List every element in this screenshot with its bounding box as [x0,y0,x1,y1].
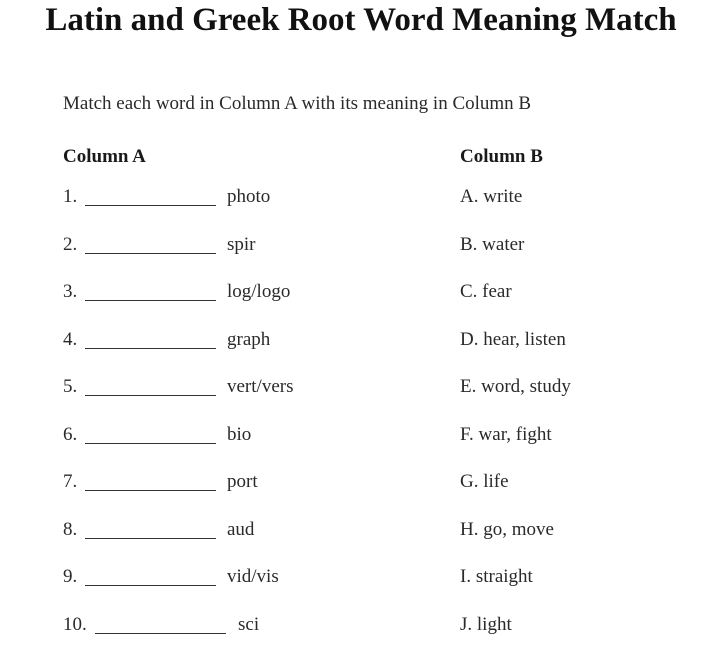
item-number: 8. [63,519,78,540]
item-number: 9. [63,566,78,587]
instructions: Match each word in Column A with its meaning in Column B [63,93,532,114]
root-word: photo [227,186,271,207]
item-number: 4. [63,329,78,350]
root-word: graph [227,329,271,350]
answer-blank[interactable] [85,443,216,444]
match-row [0,424,722,454]
answer-blank[interactable] [95,633,226,634]
meaning: E. word, study [460,376,571,397]
root-word: port [227,471,258,492]
answer-blank[interactable] [85,490,216,491]
root-word: spir [227,234,256,255]
answer-blank[interactable] [85,585,216,586]
match-row [0,519,722,549]
match-row [0,566,722,596]
answer-blank[interactable] [85,253,216,254]
match-row [0,186,722,216]
meaning: G. life [460,471,509,492]
meaning: C. fear [460,281,512,302]
column-b-header: Column B [460,146,543,167]
match-row [0,614,722,644]
item-number: 2. [63,234,78,255]
meaning: H. go, move [460,519,554,540]
page-title: Latin and Greek Root Word Meaning Match [45,2,677,38]
root-word: sci [238,614,260,635]
column-a-header: Column A [63,146,146,167]
meaning: B. water [460,234,525,255]
root-word: aud [227,519,255,540]
answer-blank[interactable] [85,348,216,349]
item-number: 7. [63,471,78,492]
item-number: 6. [63,424,78,445]
meaning: D. hear, listen [460,329,566,350]
meaning: F. war, fight [460,424,552,445]
root-word: vid/vis [227,566,279,587]
match-row [0,329,722,359]
match-row [0,281,722,311]
match-row [0,234,722,264]
answer-blank[interactable] [85,395,216,396]
answer-blank[interactable] [85,300,216,301]
root-word: log/logo [227,281,291,302]
item-number: 3. [63,281,78,302]
meaning: A. write [460,186,523,207]
meaning: J. light [460,614,512,635]
match-row [0,376,722,406]
answer-blank[interactable] [85,205,216,206]
root-word: vert/vers [227,376,294,397]
item-number: 5. [63,376,78,397]
item-number: 10. [63,614,87,635]
item-number: 1. [63,186,78,207]
meaning: I. straight [460,566,533,587]
match-row [0,471,722,501]
root-word: bio [227,424,252,445]
answer-blank[interactable] [85,538,216,539]
